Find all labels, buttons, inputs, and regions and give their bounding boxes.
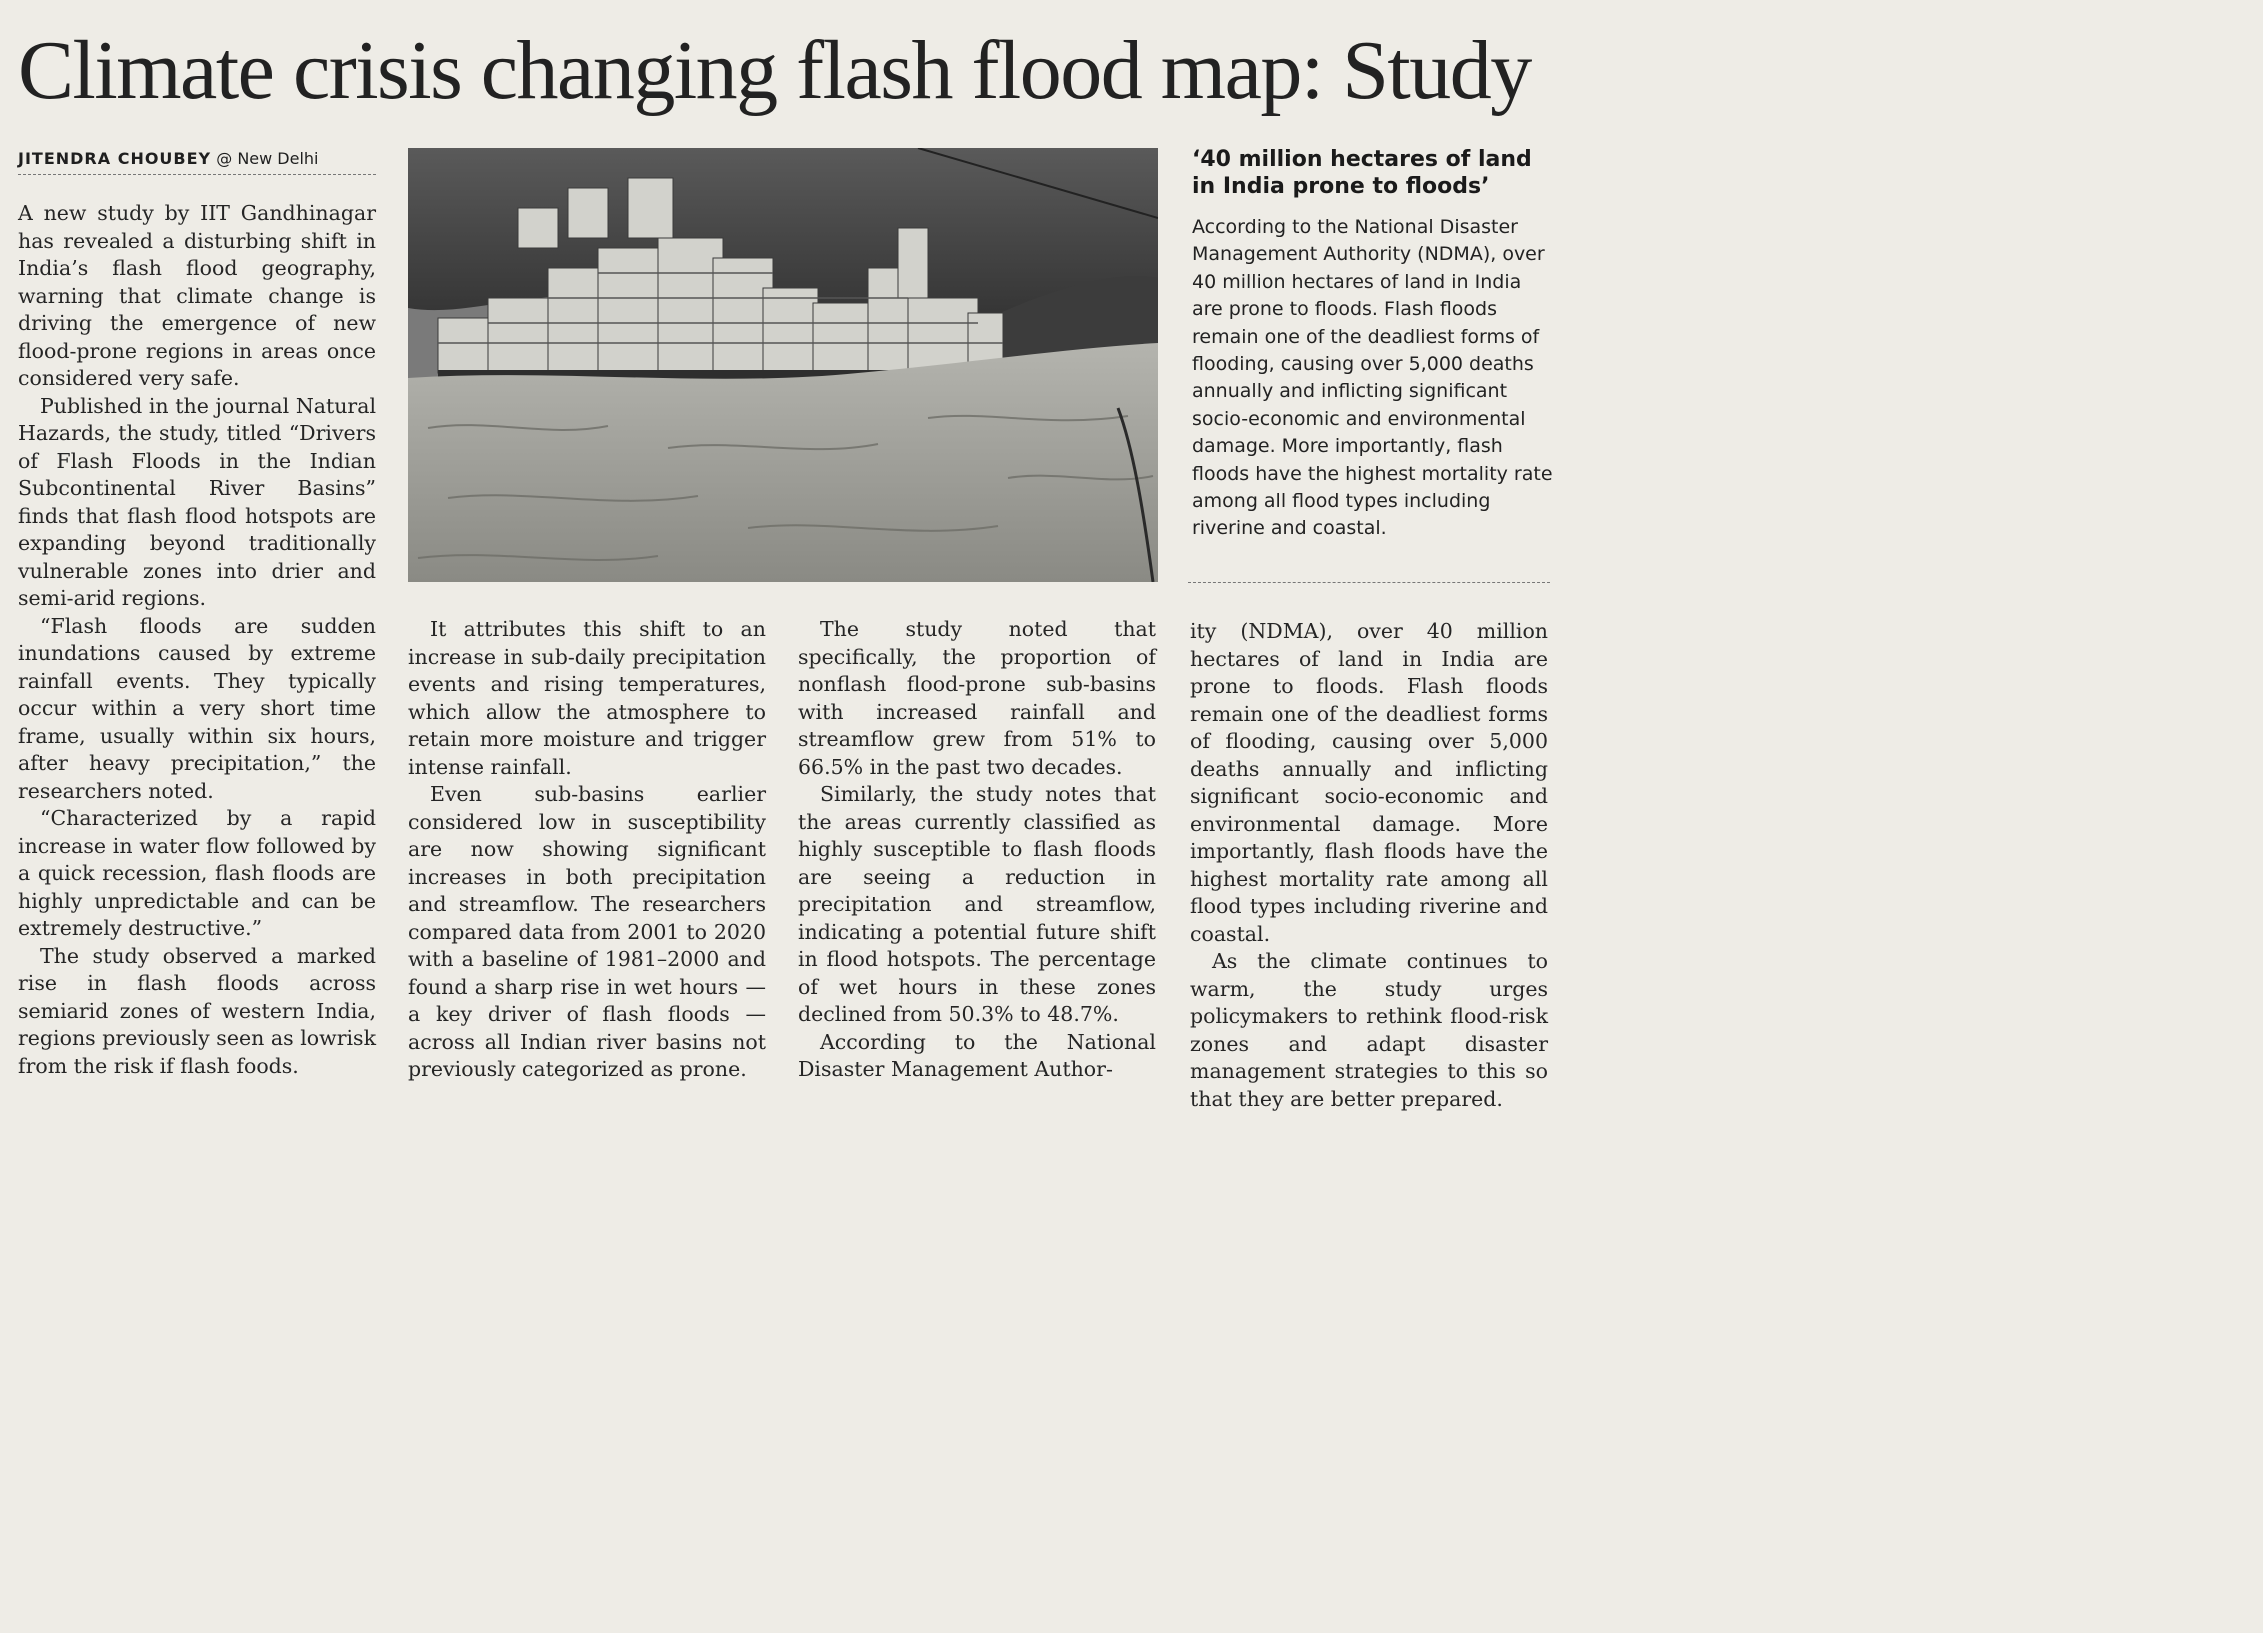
paragraph: According to the National Disaster Management Author- bbox=[798, 1029, 1156, 1081]
article-column-1 bbox=[18, 200, 376, 1080]
headline: Climate crisis changing flash flood map: Study bbox=[18, 24, 1531, 117]
floodwater bbox=[408, 343, 1158, 582]
paragraph: “Flash floods are sudden inundations caused by extreme rainfall events. They typically occur within a very short time frame, usually within six hours, after heavy precipitation,” the researchers noted. bbox=[18, 613, 376, 803]
sidebar-divider bbox=[1188, 582, 1550, 583]
sidebar-body: According to the National Disaster Management Authority (NDMA), over 40 million hectares of land in India are prone to floods. Flash floods remain one of the deadliest forms of flooding, causing over 5,000 deaths annually and inflicting significant socio-economic and environmental damage. More importantly, flash floods have the highest mortality rate among all flood types including riverine and coastal. bbox=[1192, 216, 1553, 540]
paragraph: “Characterized by a rapid increase in water flow followed by a quick recession, flash floods are highly unpredictable and can be extremely destructive.” bbox=[18, 806, 376, 940]
paragraph: A new study by IIT Gandhinagar has revealed a disturbing shift in India’s flash flood geography, warning that climate change is driving the emergence of new flood-prone regions in areas once considered very safe. bbox=[18, 201, 376, 390]
paragraph: The study observed a marked rise in flash floods across semiarid zones of western India, regions previously seen as lowrisk from the risk if flash foods. bbox=[18, 943, 376, 1078]
byline-location: @ New Delhi bbox=[216, 149, 319, 168]
article-column-2 bbox=[408, 616, 766, 1084]
paragraph: As the climate continues to warm, the study urges policymakers to rethink flood-risk zones and adapt disaster management strategies to this so that they are better prepared. bbox=[1190, 949, 1548, 1111]
paragraph: It attributes this shift to an increase in sub-daily precipitation events and rising temperatures, which allow the atmosphere to retain more moisture and trigger intense rainfall. bbox=[408, 617, 766, 779]
flood-photo bbox=[408, 148, 1158, 582]
article-column-4 bbox=[1190, 618, 1548, 1113]
byline bbox=[18, 148, 376, 175]
paragraph: Even sub-basins earlier considered low in susceptibility are now showing significant increases in both precipitation and streamflow. The researchers compared data from 2001 to 2020 with a baseline of 1981–2000 and found a sharp rise in wet hours — a key driver of flash floods — across all Indian river basins not previously categorized as prone. bbox=[408, 782, 766, 1081]
flood-photo-illustration bbox=[408, 148, 1158, 582]
paragraph: The study noted that specifically, the proportion of nonflash flood-prone sub-basins with increased rainfall and streamflow grew from 51% to 66.5% in the past two decades. bbox=[798, 617, 1156, 779]
byline-author: JITENDRA CHOUBEY bbox=[18, 149, 212, 168]
paragraph: Published in the journal Natural Hazards, the study, titled “Drivers of Flash Floods in the Indian Subcontinental River Basins” finds that flash flood hotspots are expanding beyond traditionally vulnerable zones into drier and semi-arid regions. bbox=[18, 393, 376, 610]
paragraph: Similarly, the study notes that the areas currently classified as highly susceptible to flash floods are seeing a reduction in precipitation and streamflow, indicating a potential future shift in flood hotspots. The percentage of wet hours in these zones declined from 50.3% to 48.7%. bbox=[798, 782, 1156, 1026]
sidebar-title: ‘40 million hectares of land in India prone to floods’ bbox=[1192, 147, 1532, 199]
paragraph: ity (NDMA), over 40 million hectares of land in India are prone to floods. Flash floods remain one of the deadliest forms of flooding, causing over 5,000 deaths annually and inflicting significant socio-economic and environmental damage. More importantly, flash floods have the highest mortality rate among all flood types including riverine and coastal. bbox=[1190, 619, 1548, 946]
article-column-3 bbox=[798, 616, 1156, 1084]
